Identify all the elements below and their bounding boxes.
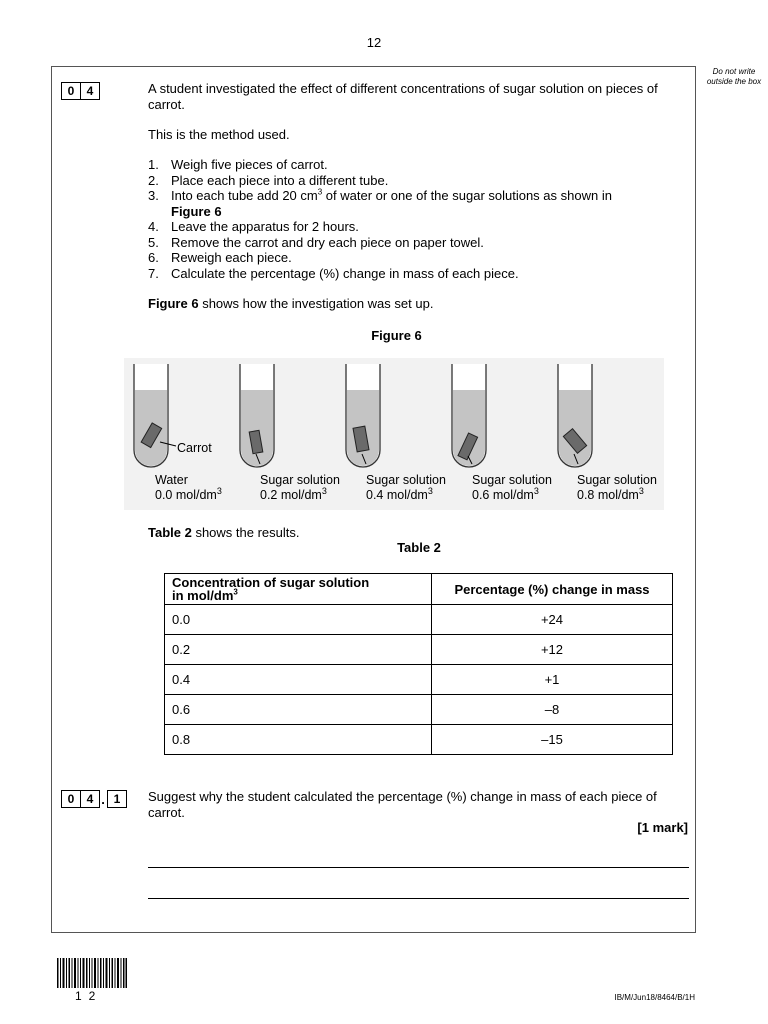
barcode-digits: 12 [75,989,103,1003]
page-number: 12 [366,35,382,50]
tube-concentration: 0.8 mol/dm [577,488,639,502]
column-header-percentage-change: Percentage (%) change in mass [432,574,673,605]
subquestion-number: 0 4 . 1 [61,790,126,808]
question-digit: 4 [80,790,100,808]
method-step: 3. Into each tube add 20 $cm^3$ of water or one of the sugar solutions as shown in Figure 6 [148,187,612,219]
table-row [165,695,673,725]
tube-label: Sugar solution [366,473,446,487]
subquestion-text: Suggest why the student calculated the percentage (%) change in mass of each piece of carrot. [148,789,657,820]
results-table [164,573,673,755]
answer-line[interactable] [148,867,689,868]
method-step: 2. Place each piece into a different tube. [148,172,389,188]
mark-allocation: [1 mark] [637,820,688,835]
question-digit: 0 [61,790,81,808]
question-digit: 0 [61,82,81,100]
concentration-cell: 0.4 [165,665,432,695]
concentration-cell: 0.2 [165,635,432,665]
change-cell: +12 [432,635,673,665]
figure-title: Figure 6 [371,328,422,343]
tube-concentration: 0.0 mol/dm [155,488,217,502]
method-step: 7. Calculate the percentage (%) change in mass of each piece. [148,265,519,281]
question-number [61,82,99,100]
svg-text:0.2 mol/dm3: 0.2 mol/$dm^3$ [260,486,327,502]
tube-label: Water [155,473,188,487]
tube-label: Sugar solution [472,473,552,487]
figure-reference: Figure 6 shows how the investigation was set up. [148,296,434,311]
tube-concentration: 0.4 mol/dm [366,488,428,502]
question-digit: 1 [107,790,127,808]
method-list [148,157,688,281]
concentration-cell: 0.8 [165,725,432,755]
question-intro: A student investigated the effect of different concentrations of sugar solution on pieces of carrot. [148,81,658,112]
table-reference: Table 2 shows the results. [148,525,300,540]
method-step: 6. Reweigh each piece. [148,250,292,265]
concentration-cell: 0.6 [165,695,432,725]
change-cell: +1 [432,665,673,695]
carrot-label: Carrot [177,441,212,455]
table-row [165,725,673,755]
method-step: 5. Remove the carrot and dry each piece on paper towel. [148,234,484,250]
tube-label: Sugar solution [260,473,340,487]
tube-concentration: 0.2 mol/dm [260,488,322,502]
method-step: 1. Weigh five pieces of carrot. [148,157,328,172]
table-header-row [165,574,673,605]
question-digit: 4 [80,82,100,100]
table-title: Table 2 [397,540,441,555]
change-cell: +24 [432,605,673,635]
table-row [165,665,673,695]
concentration-cell: 0.0 [165,605,432,635]
figure-6-diagram [124,358,664,510]
paper-reference: IB/M/Jun18/8464/B/1H [614,993,695,1002]
tube-concentration: 0.6 mol/dm [472,488,534,502]
svg-text:0.0 mol/dm3: 0.0 mol/$dm^3$ [155,486,222,502]
change-cell: –15 [432,725,673,755]
answer-line[interactable] [148,898,689,899]
method-intro: This is the method used. [148,127,290,142]
change-cell: –8 [432,695,673,725]
table-row [165,635,673,665]
margin-note: Do not write outside the box [706,67,762,86]
method-step: 4. Leave the apparatus for 2 hours. [148,219,359,234]
svg-text:0.4 mol/dm3: 0.4 mol/$dm^3$ [366,486,433,502]
tube-label: Sugar solution [577,473,657,487]
table-row [165,605,673,635]
svg-text:0.6 mol/dm3: 0.6 mol/$dm^3$ [472,486,539,502]
barcode [57,958,127,988]
column-header-concentration: Concentration of sugar solution in mol/$dm^3$ [165,574,432,605]
svg-text:0.8 mol/dm3: 0.8 mol/$dm^3$ [577,486,644,502]
